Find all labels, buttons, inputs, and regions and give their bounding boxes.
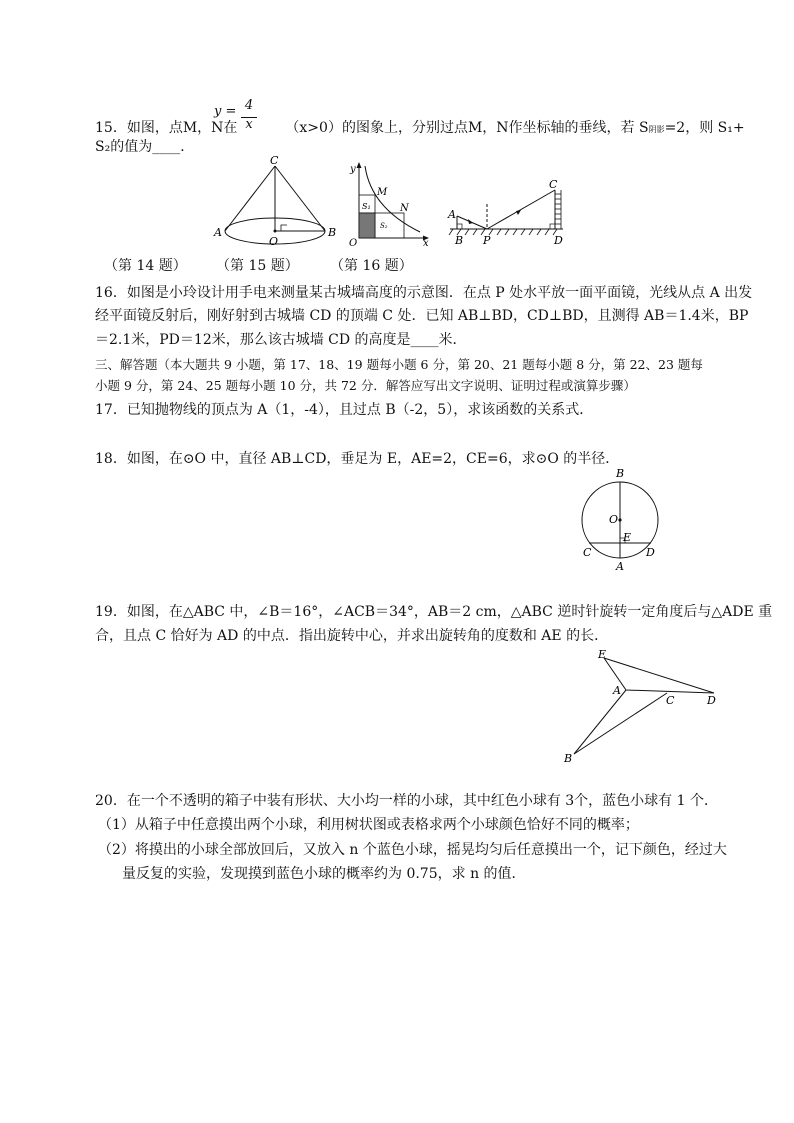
q20-line1: 20．在一个不透明的箱子中装有形状、大小均一样的小球，其中红色小球有 3个，蓝色小球有 1 个． [95,793,718,809]
mirror-figure [445,158,575,248]
graph-label-y: y [350,164,356,175]
q18-label-a: A [616,560,624,573]
q15-fraction-denominator: x [245,117,253,132]
q18-label-o: O [609,513,619,526]
q20-sub2-line2: 量反复的实验，发现摸到蓝色小球的概率约为 0.75，求 n 的值． [122,866,526,882]
q19-line1: 19．如图，在△ABC 中，∠B＝16°，∠ACB＝34°，AB＝2 cm，△ABC 逆时针旋转一定角度后与△ADE 重 [95,604,773,620]
q15-fraction-numerator: 4 [244,98,254,113]
q18-label-c: C [583,546,592,559]
cone-figure [214,154,342,248]
q19-label-c: C [666,694,675,707]
graph-label-s1: S₁ [362,202,371,211]
q18-line1: 18．如图，在⊙O 中，直径 AB⊥CD，垂足为 E，AE=2，CE=6，求⊙O 的半径． [95,451,620,467]
graph-label-s2: S₂ [380,222,388,230]
q16-line3: ＝2.1米，PD＝12米，那么该古城墙 CD 的高度是____米． [95,332,467,348]
section3-line1: 三、解答题（本大题共 9 小题，第 17、18、19 题每小题 6 分，第 20、21 题每小题 8 分，第 22、23 题每 [95,357,703,372]
mirror-label-d: D [554,234,563,247]
q18-label-d: D [646,546,655,559]
caption-16: （第 16 题） [330,258,413,274]
q19-triangle-figure [562,648,722,768]
q17-line1: 17．已知抛物线的顶点为 A（1，-4），且过点 B（-2，5），求该函数的关系式． [95,402,594,418]
mirror-label-c: C [549,178,558,191]
cone-label-c: C [270,154,279,167]
q16-line1: 16．如图是小玲设计用手电来测量某古城墙高度的示意图．在点 P 处水平放一面平面镜，光线从点 A 出发 [95,285,753,301]
q15-shade-sub: 阴影 [648,125,665,134]
q18-circle-figure [575,465,675,575]
q19-label-a: A [613,684,621,697]
graph-label-o: O [349,238,358,249]
q20-sub2-line1: （2）将摸出的小球全部放回后，又放入 n 个蓝色小球，摇晃均匀后任意摸出一个，记下颜色，经过大 [98,842,727,858]
q18-label-b: B [616,467,625,480]
graph-label-n: N [400,203,409,214]
q19-label-e: E [598,648,607,661]
q19-line2: 合，且点 C 恰好为 AD 的中点．指出旋转中心，并求出旋转角的度数和 AE 的长． [95,628,609,644]
q15-function-y: y = [214,104,237,119]
q15-line1-pre: 15．如图，点M，N在 [95,120,238,136]
section3-line2: 小题 9 分，第 24、25 题每小题 10 分，共 72 分．解答应写出文字说明、证明过程或演算步骤） [95,378,636,393]
mirror-label-b: B [455,234,464,247]
q15-line1-post: （x>0）的图象上，分别过点M，N作坐标轴的垂线，若 S [285,120,649,136]
cone-label-b: B [328,226,337,239]
q16-line2: 经平面镜反射后，刚好射到古城墙 CD 的顶端 C 处．已知 AB⊥BD，CD⊥BD，且测得 AB＝1.4米，BP [95,308,749,324]
mirror-label-p: P [483,234,491,247]
q19-label-b: B [564,752,573,765]
cone-label-a: A [214,226,222,239]
graph-label-m: M [377,187,388,198]
q18-label-e: E [623,531,632,544]
q15-line1-end: =2，则 S₁+ [664,120,745,136]
cone-label-o: O [269,235,279,248]
graph-label-x: x [423,238,429,249]
mirror-label-a: A [448,208,456,221]
caption-14: （第 14 题） [104,258,187,274]
caption-15: （第 15 题） [216,258,299,274]
q19-label-d: D [707,694,716,707]
q20-sub1: （1）从箱子中任意摸出两个小球，利用树状图或表格求两个小球颜色恰好不同的概率； [98,817,639,833]
graph-figure [345,158,435,248]
q15-line2: S₂的值为____． [95,139,195,155]
